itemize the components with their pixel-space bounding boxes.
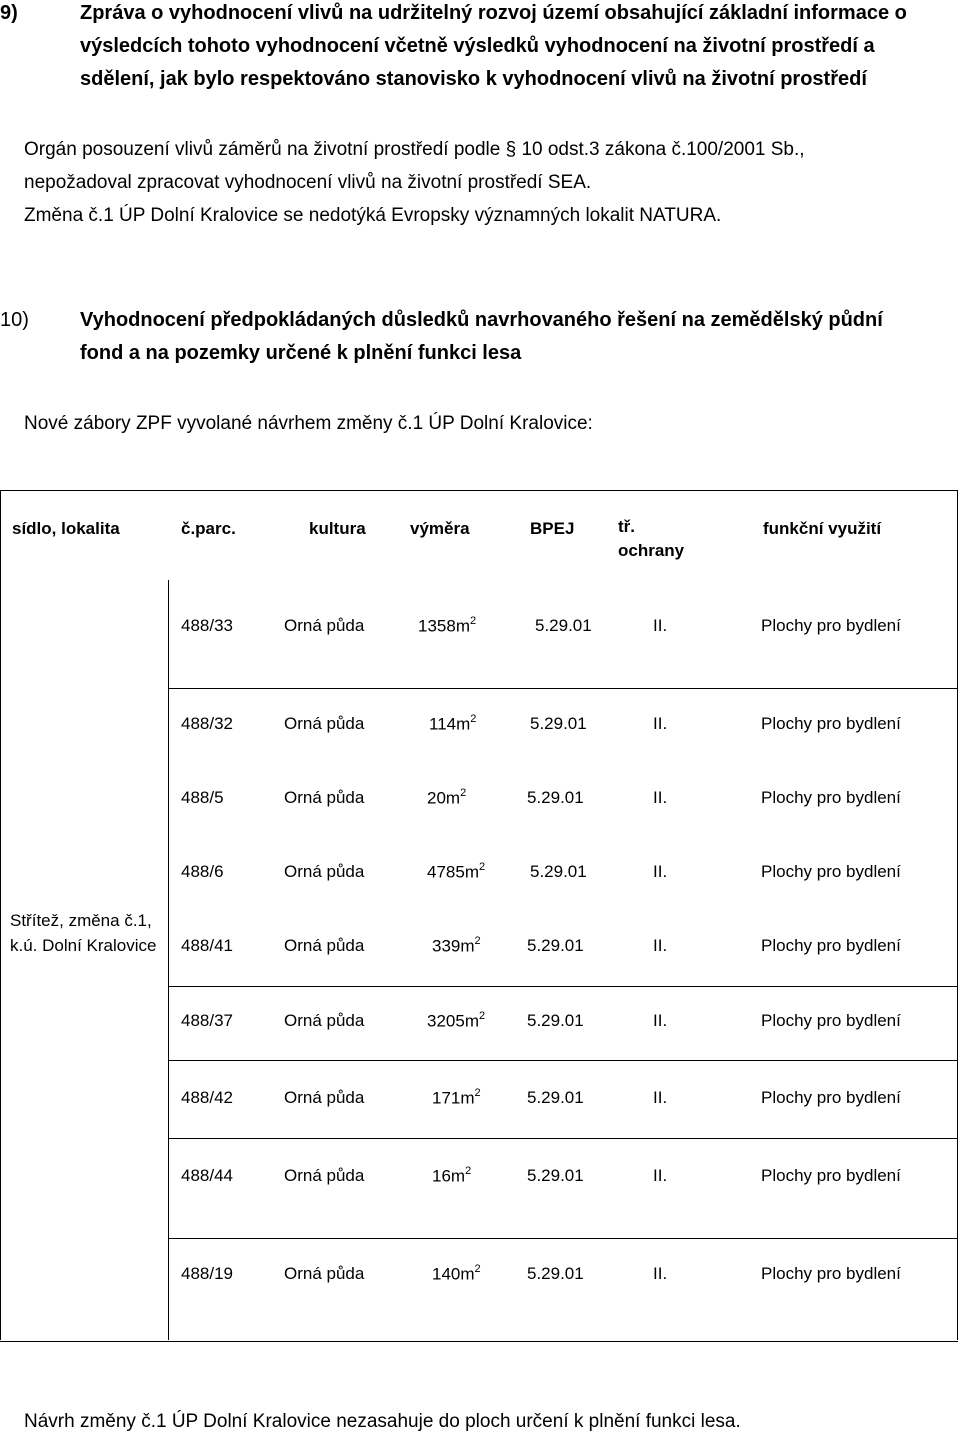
cell-kultura: Orná půda — [284, 1166, 365, 1185]
section-9-title — [80, 0, 907, 96]
section-9-paragraph-line: Změna č.1 ÚP Dolní Kralovice se nedotýká Evropsky významných lokalit NATURA. — [24, 205, 722, 226]
cell-bpej: 5.29.01 — [530, 714, 587, 733]
header-kultura: kultura — [309, 519, 366, 538]
section-9-number: 9) — [0, 2, 18, 24]
cell-funkce: Plochy pro bydlení — [761, 1166, 901, 1185]
header-vymera: výměra — [410, 519, 470, 538]
cell-funkce: Plochy pro bydlení — [761, 788, 901, 807]
cell-parc: 488/33 — [181, 616, 233, 635]
header-sidlo: sídlo, lokalita — [12, 519, 120, 538]
cell-vymera-superscript: 2 — [470, 713, 477, 725]
cell-funkce: Plochy pro bydlení — [761, 1011, 901, 1030]
cell-kultura: Orná půda — [284, 936, 365, 955]
cell-kultura: Orná půda — [284, 862, 365, 881]
cell-kultura: Orná půda — [284, 1264, 365, 1283]
table-row-divider — [168, 1138, 958, 1139]
table-column-divider — [168, 580, 169, 1340]
cell-funkce: Plochy pro bydlení — [761, 1088, 901, 1107]
cell-kultura: Orná půda — [284, 616, 365, 635]
cell-bpej: 5.29.01 — [527, 788, 584, 807]
cell-vymera: $4785m^2$ — [427, 861, 486, 882]
cell-funkce: Plochy pro bydlení — [761, 862, 901, 881]
section-9-paragraph — [24, 133, 805, 232]
cell-funkce: Plochy pro bydlení — [761, 714, 901, 733]
cell-vymera-superscript: 2 — [478, 1010, 486, 1022]
section-9-paragraph-line: Orgán posouzení vlivů záměrů na životní prostředí podle § 10 odst.3 zákona č.100/2001 Sb., — [24, 139, 805, 160]
cell-bpej: 5.29.01 — [527, 1166, 584, 1185]
cell-bpej: 5.29.01 — [535, 616, 592, 635]
cell-vymera-superscript: 2 — [460, 787, 467, 799]
section-9-title-line: sdělení, jak bylo respektováno stanovisko k vyhodnocení vlivů na životní prostředí — [80, 68, 867, 90]
cell-trida: II. — [653, 1264, 668, 1283]
cell-vymera: $339m^2$ — [432, 935, 481, 956]
cell-vymera: $20m^2$ — [427, 787, 467, 808]
cell-trida: II. — [653, 1166, 668, 1185]
cell-parc: 488/19 — [181, 1264, 233, 1283]
cell-kultura: Orná půda — [284, 1011, 365, 1030]
header-funkce: funkční využití — [763, 519, 882, 538]
cell-kultura: Orná půda — [284, 1088, 365, 1107]
table-row-divider — [168, 1238, 958, 1239]
cell-kultura: Orná půda — [284, 788, 365, 807]
cell-trida: II. — [653, 616, 668, 635]
cell-vymera-superscript: 2 — [469, 615, 477, 627]
table-border-right — [957, 490, 958, 1340]
cell-trida: II. — [653, 936, 668, 955]
cell-bpej: 5.29.01 — [527, 1011, 584, 1030]
cell-parc: 488/41 — [181, 936, 233, 955]
cell-parc: 488/42 — [181, 1088, 233, 1107]
cell-bpej: 5.29.01 — [530, 862, 587, 881]
footer-text: Návrh změny č.1 ÚP Dolní Kralovice nezasahuje do ploch určení k plnění funkci lesa. — [24, 1411, 741, 1432]
cell-parc: 488/44 — [181, 1166, 233, 1185]
table-row-divider — [168, 1060, 958, 1061]
cell-trida: II. — [653, 714, 668, 733]
table-border-left — [0, 490, 1, 1340]
section-10-intro: Nové zábory ZPF vyvolané návrhem změny č.1 ÚP Dolní Kralovice: — [24, 413, 593, 434]
table-row-divider — [168, 986, 958, 987]
cell-vymera: $1358m^2$ — [418, 615, 477, 636]
section-10-title-line: Vyhodnocení předpokládaných důsledků navrhovaného řešení na zemědělský půdní — [80, 309, 883, 331]
header-trida-line: ochrany — [618, 541, 685, 560]
cell-bpej: 5.29.01 — [527, 936, 584, 955]
location-line: Střítež, změna č.1, — [10, 911, 152, 930]
cell-kultura: Orná půda — [284, 714, 365, 733]
cell-funkce: Plochy pro bydlení — [761, 936, 901, 955]
cell-trida: II. — [653, 1088, 668, 1107]
cell-trida: II. — [653, 1011, 668, 1030]
cell-funkce: Plochy pro bydlení — [761, 616, 901, 635]
section-9-title-line: Zpráva o vyhodnocení vlivů na udržitelný rozvoj území obsahující základní informace o — [80, 2, 907, 24]
cell-bpej: 5.29.01 — [527, 1264, 584, 1283]
header-bpej: BPEJ — [530, 519, 575, 538]
section-10-title-line: fond a na pozemky určené k plnění funkci lesa — [80, 342, 522, 364]
cell-bpej: 5.29.01 — [527, 1088, 584, 1107]
section-9-paragraph-line: nepožadoval zpracovat vyhodnocení vlivů na životní prostředí SEA. — [24, 172, 592, 193]
location-cell — [10, 908, 156, 958]
cell-parc: 488/6 — [181, 862, 224, 881]
cell-trida: II. — [653, 788, 668, 807]
location-line: k.ú. Dolní Kralovice — [10, 936, 157, 955]
section-10-number: 10) — [0, 309, 29, 331]
cell-vymera: $16m^2$ — [432, 1165, 472, 1186]
cell-funkce: Plochy pro bydlení — [761, 1264, 901, 1283]
cell-vymera: $3205m^2$ — [427, 1010, 486, 1031]
table-row-divider — [168, 688, 958, 689]
header-parc: č.parc. — [181, 519, 236, 538]
cell-vymera-superscript: 2 — [474, 1263, 481, 1275]
cell-trida: II. — [653, 862, 668, 881]
cell-vymera-superscript: 2 — [474, 1087, 481, 1099]
cell-vymera-superscript: 2 — [474, 935, 481, 947]
cell-parc: 488/37 — [181, 1011, 233, 1030]
cell-parc: 488/32 — [181, 714, 233, 733]
cell-vymera: $114m^2$ — [429, 713, 477, 734]
cell-parc: 488/5 — [181, 788, 224, 807]
header-trida — [618, 515, 684, 563]
header-trida-line: tř. — [618, 517, 635, 536]
cell-vymera: $140m^2$ — [432, 1263, 481, 1284]
cell-vymera-superscript: 2 — [478, 861, 486, 873]
cell-vymera-superscript: 2 — [465, 1165, 472, 1177]
cell-vymera: $171m^2$ — [432, 1087, 481, 1108]
section-10-title — [80, 304, 883, 370]
section-9-title-line: výsledcích tohoto vyhodnocení včetně výsledků vyhodnocení na životní prostředí a — [80, 35, 875, 57]
